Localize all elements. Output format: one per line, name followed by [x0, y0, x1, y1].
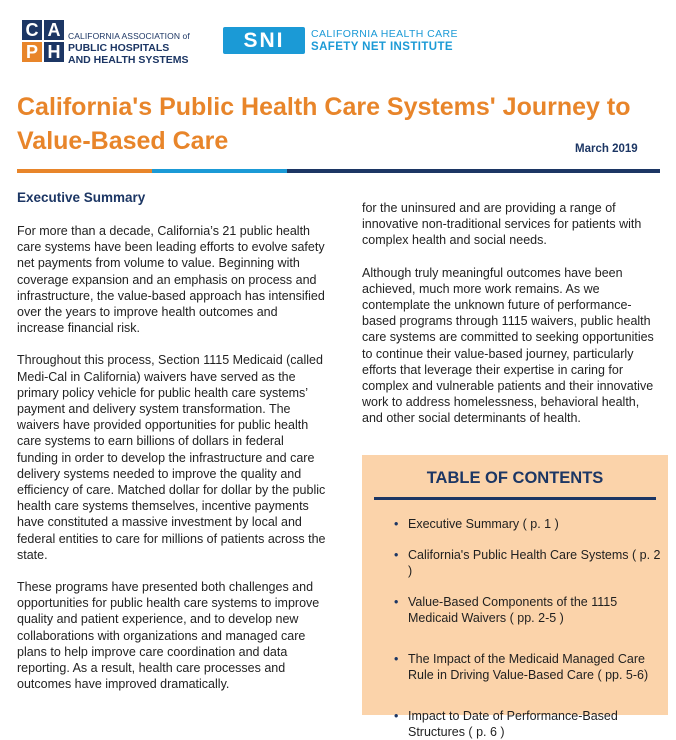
bullet-icon: •	[394, 548, 399, 562]
sni-line2: SAFETY NET INSTITUTE	[311, 40, 453, 53]
toc-item[interactable]	[394, 547, 668, 579]
toc-item[interactable]	[394, 516, 668, 532]
paragraph: These programs have presented both challenges and opportunities for public health care systems to improve quality and patient experience, and to develop new collaborations with organizations and managed care plans to help improve care coordination and data reporting. As a result, health care processes and outcomes have improved dramatically.	[17, 580, 320, 692]
document-date: March 2019	[575, 143, 638, 155]
caph-letter-a: A	[44, 20, 64, 40]
toc-list	[362, 516, 668, 740]
sni-line1: CALIFORNIA HEALTH CARE	[311, 27, 458, 40]
toc-item[interactable]	[394, 651, 668, 683]
toc-divider	[374, 497, 656, 500]
divider-orange	[17, 169, 152, 173]
caph-line1: CALIFORNIA ASSOCIATION of	[68, 31, 190, 41]
right-column	[362, 200, 662, 443]
sni-logo	[223, 27, 458, 54]
caph-logo-text	[68, 30, 190, 66]
sni-logo-text	[311, 28, 458, 54]
divider-navy	[287, 169, 660, 173]
bullet-icon: •	[394, 652, 399, 666]
caph-line3: AND HEALTH SYSTEMS	[68, 54, 189, 66]
paragraph: for the uninsured and are providing a range of innovative non-traditional services for patients with complex health and social needs.	[362, 201, 642, 248]
caph-letter-p: P	[22, 42, 42, 62]
bullet-icon: •	[394, 709, 399, 723]
table-of-contents	[362, 455, 668, 739]
toc-item[interactable]	[394, 594, 668, 626]
sni-logo-mark: SNI	[223, 27, 305, 54]
toc-title: TABLE OF CONTENTS	[426, 469, 604, 487]
bullet-icon: •	[394, 595, 399, 609]
toc-item-label: California's Public Health Care Systems ( p. 2 )	[408, 548, 661, 578]
paragraph: For more than a decade, California’s 21 public health care systems have been leading efforts to evolve safety net payments from volume to value. Beginning with coverage expansion and an emphasis on process and infrastructure, the value-based approach has intensified over the years to improve health outcomes and increase financial risk.	[17, 224, 325, 336]
toc-item-label: The Impact of the Medicaid Managed Care Rule in Driving Value-Based Care ( pp. 5-6)	[408, 652, 649, 682]
paragraph: Throughout this process, Section 1115 Medicaid (called Medi-Cal in California) waivers have served as the primary policy vehicle for public health care systems’ payment and delivery system transformation. The waivers have provided opportunities for public health care systems to earn billions of dollars in federal funding in order to develop the infrastructure and care delivery systems needed to improve the quality and efficiency of care. Matched dollar for dollar by the public health care systems themselves, incentive payments have constituted a massive investment by local and federal entities to care for millions of patients across the state.	[17, 353, 326, 562]
executive-summary-heading: Executive Summary	[17, 190, 146, 205]
caph-line2: PUBLIC HOSPITALS	[68, 42, 170, 54]
caph-logo-mark	[22, 20, 64, 62]
caph-letter-c: C	[22, 20, 42, 40]
paragraph: Although truly meaningful outcomes have been achieved, much more work remains. As we contemplate the unknown future of performance-based programs through 1115 waivers, public health care systems are committed to seeking opportunities to continue their value-based journey, particularly efforts that leverage their expertise in caring for complex and vulnerable patients and their innovative work to address homelessness, behavioral health, and other social determinants of health.	[362, 265, 654, 426]
toc-item-label: Value-Based Components of the 1115 Medicaid Waivers ( pp. 2-5 )	[408, 595, 618, 625]
left-column	[17, 190, 327, 708]
toc-item[interactable]	[394, 708, 668, 740]
divider-blue	[152, 169, 287, 173]
document-title: California's Public Health Care Systems' Journey to Value-Based Care	[17, 93, 631, 155]
caph-logo	[22, 20, 190, 66]
toc-item-label: Impact to Date of Performance-Based Structures ( p. 6 )	[408, 709, 618, 739]
toc-item-label: Executive Summary ( p. 1 )	[408, 517, 559, 531]
caph-letter-h: H	[44, 42, 64, 62]
bullet-icon: •	[394, 517, 399, 531]
